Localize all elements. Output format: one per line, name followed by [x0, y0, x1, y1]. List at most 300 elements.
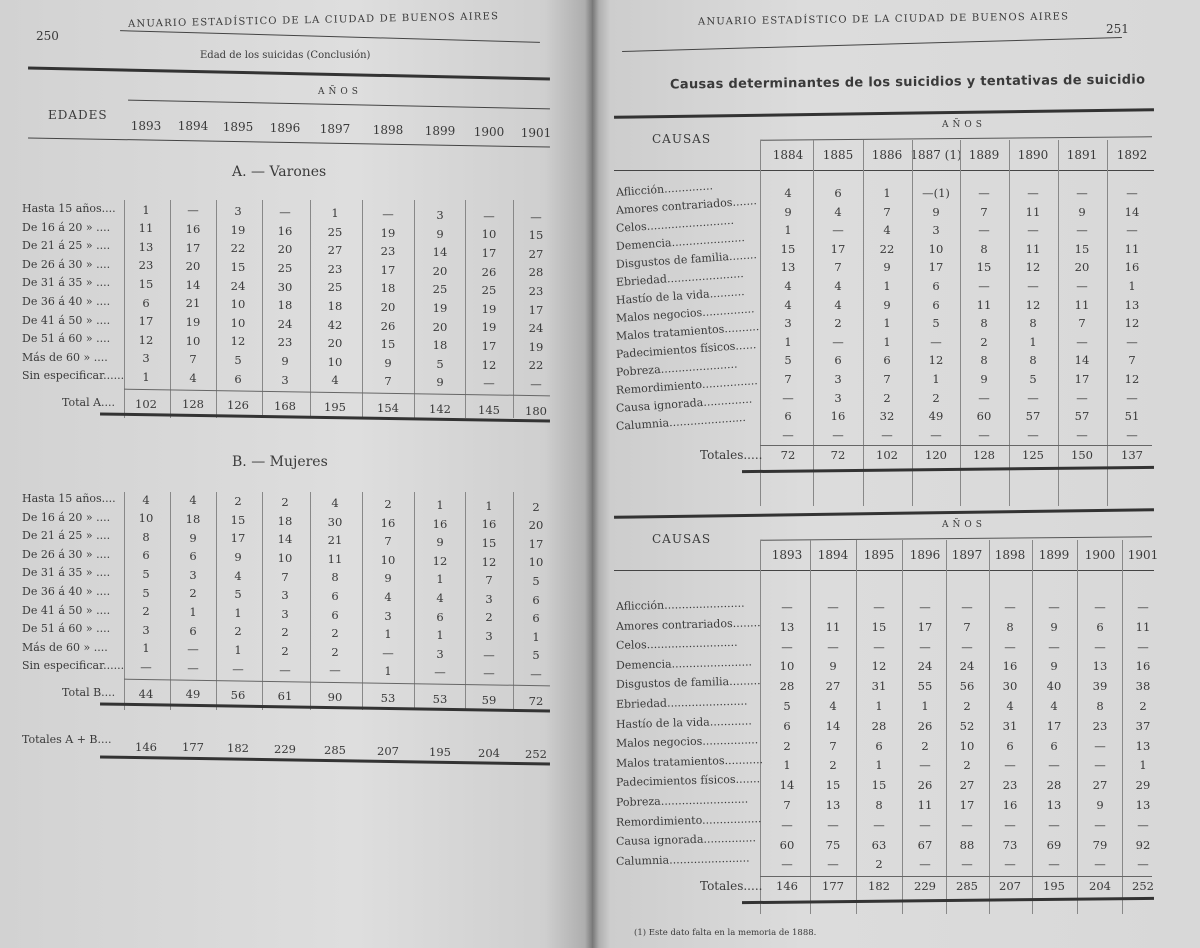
year-header: 1884 — [772, 148, 804, 162]
table-cell: 18 — [380, 281, 396, 296]
table-cell: 1 — [1128, 279, 1136, 293]
year-header: 1899 — [424, 123, 456, 138]
table-cell: — — [1004, 758, 1016, 773]
table-cell: 4 — [384, 589, 392, 604]
table-cell: 1 — [883, 334, 891, 349]
row-label: Más de 60 » .... — [22, 350, 108, 364]
table-cell: — — [832, 223, 844, 238]
row-label: Aflicción.............. — [615, 179, 714, 199]
table-cell: 9 — [189, 530, 197, 545]
table-cell: 10 — [959, 738, 975, 753]
table-cell: — — [781, 639, 793, 654]
table-cell: 15 — [230, 260, 246, 275]
table-cell: — — [1126, 427, 1138, 442]
year-header: 1901 — [1127, 548, 1159, 562]
years-group-header: AÑOS — [942, 520, 986, 530]
table-cell: 28 — [779, 679, 795, 694]
column-separator — [124, 200, 125, 418]
table-cell: 15 — [230, 512, 246, 527]
total-cell: 182 — [868, 879, 890, 894]
table-cell: 1 — [234, 605, 242, 620]
table-cell: — — [1076, 186, 1088, 200]
table-cell: — — [434, 665, 446, 680]
table-cell: 23 — [327, 261, 343, 276]
row-label: Calumnia....................... — [615, 851, 750, 868]
table-cell: 12 — [1124, 316, 1140, 331]
table-cell: 2 — [921, 738, 929, 753]
table-cell: 13 — [825, 798, 841, 812]
table-cell: — — [919, 857, 931, 872]
table-cell: — — [1137, 857, 1149, 872]
table-cell: 27 — [327, 243, 343, 258]
table-cell: — — [1076, 223, 1088, 238]
table-cell: 13 — [1092, 659, 1108, 674]
grand-total-cell: 207 — [377, 743, 399, 758]
column-separator — [262, 200, 263, 418]
table-cell: — — [1076, 427, 1088, 442]
table-cell: 9 — [1050, 619, 1058, 634]
table-cell: — — [140, 660, 152, 675]
table-cell: 56 — [959, 679, 975, 694]
table-cell: 1 — [883, 186, 891, 200]
table-cell: 15 — [871, 619, 887, 634]
table-cell: 3 — [189, 567, 197, 582]
table-cell: 4 — [834, 279, 842, 293]
table-cell: — — [1126, 334, 1138, 349]
total-cell: 252 — [1132, 879, 1154, 894]
table-cell: — — [483, 666, 495, 681]
table-cell: 6 — [189, 549, 197, 564]
year-header: 1890 — [1017, 148, 1049, 162]
table-cell: — — [919, 817, 931, 832]
table-cell: 11 — [917, 798, 933, 812]
row-label: Causa ignorada............... — [615, 831, 757, 849]
total-cell: 195 — [324, 400, 346, 415]
table-cell: 69 — [1046, 837, 1062, 852]
table-cell: 8 — [980, 316, 988, 331]
table-cell: 1 — [783, 758, 791, 773]
table-cell: 5 — [932, 316, 940, 331]
table-cell: 8 — [1006, 619, 1014, 634]
table-cell: 13 — [1046, 798, 1062, 812]
table-cell: 15 — [528, 228, 544, 243]
table-cell: 1 — [784, 334, 792, 349]
table-cell: 17 — [528, 302, 544, 317]
table-cell: 1 — [883, 316, 891, 331]
table-cell: 6 — [875, 738, 883, 753]
table-cell: 15 — [825, 778, 841, 793]
table-cell: 31 — [871, 679, 887, 694]
table-cell: 16 — [830, 409, 846, 424]
table-cell: 20 — [380, 299, 396, 314]
year-header: 1895 — [222, 120, 254, 135]
grand-total-cell: 252 — [525, 746, 547, 761]
table-cell: 16 — [185, 222, 201, 237]
table-cell: 3 — [834, 390, 842, 405]
table-cell: 1 — [875, 758, 883, 773]
table-cell: 11 — [1025, 204, 1041, 219]
table-cell: — — [1004, 857, 1016, 872]
table-cell: 3 — [384, 608, 392, 623]
table-cell: 23 — [277, 335, 293, 350]
total-cell: 150 — [1071, 448, 1093, 463]
total-cell: 102 — [135, 396, 157, 411]
table-cell: 14 — [432, 245, 448, 260]
section-heading: A. — Varones — [232, 164, 327, 180]
year-header: 1887 (1) — [910, 148, 962, 162]
column-separator — [760, 540, 761, 914]
table-cell: 3 — [281, 588, 289, 603]
row-label: Malos negocios............... — [615, 302, 755, 325]
table-cell: 5 — [783, 699, 791, 713]
row-label: Remordimiento................. — [615, 811, 762, 829]
table-cell: 4 — [142, 492, 150, 507]
year-header: 1898 — [372, 122, 404, 137]
total-cell: 229 — [914, 879, 936, 894]
table-top-rule — [614, 508, 1154, 519]
table-cell: 9 — [932, 204, 940, 219]
table-cell: 7 — [980, 204, 988, 219]
table-top-rule — [614, 108, 1154, 119]
table-cell: 1 — [142, 641, 150, 656]
column-separator — [1122, 540, 1123, 914]
table-cell: — — [832, 427, 844, 442]
table-cell: 16 — [1002, 659, 1018, 674]
column-separator — [1107, 140, 1108, 506]
row-label: Amores contrariados....... — [615, 194, 758, 217]
header-rule — [120, 30, 540, 43]
table-cell: — — [827, 600, 839, 614]
grand-total-cell: 146 — [135, 739, 157, 754]
table-cell: — — [832, 334, 844, 349]
year-header: 1885 — [822, 148, 854, 162]
table-cell: — — [1004, 639, 1016, 654]
column-separator — [362, 492, 363, 710]
table-title: Edad de los suicidas (Conclusión) — [200, 50, 371, 61]
table-cell: 10 — [185, 333, 201, 348]
table-cell: 2 — [963, 758, 971, 773]
table-cell: — — [279, 205, 291, 220]
table-cell: 5 — [1029, 372, 1037, 386]
table-cell: 55 — [917, 679, 933, 694]
table-cell: 7 — [783, 798, 791, 812]
left-page — [0, 0, 592, 948]
table-cell: 4 — [234, 568, 242, 583]
table-cell: 24 — [959, 659, 975, 674]
table-cell: 2 — [234, 494, 242, 509]
table-cell: 14 — [185, 277, 201, 292]
table-cell: — — [1027, 223, 1039, 238]
table-cell: 9 — [883, 260, 891, 275]
causas-header: CAUSAS — [652, 532, 712, 546]
table-cell: 16 — [1135, 659, 1151, 674]
year-header: 1897 — [951, 548, 983, 562]
table-cell: 11 — [976, 297, 992, 312]
column-separator — [262, 492, 263, 710]
table-cell: 9 — [784, 204, 792, 219]
year-header: 1894 — [177, 119, 209, 134]
table-cell: 23 — [1002, 778, 1018, 793]
section-title: Causas determinantes de los suicidios y tentativas de suicidio — [669, 72, 1146, 93]
table-cell: 6 — [142, 295, 150, 310]
row-label: Sin especificar...... — [22, 369, 125, 383]
table-cell: 17 — [138, 314, 154, 329]
year-header: 1892 — [1116, 148, 1148, 162]
row-label: Celos......................... — [615, 213, 735, 235]
table-cell: 17 — [380, 262, 396, 277]
row-label: Malos tratamientos........... — [615, 752, 764, 770]
table-cell: 25 — [277, 260, 293, 275]
table-cell: 9 — [436, 226, 444, 241]
table-cell: 1 — [932, 372, 940, 386]
column-separator — [170, 492, 171, 710]
page-number: 250 — [36, 29, 59, 43]
row-label: Aflicción....................... — [615, 596, 745, 613]
table-cell: 28 — [528, 265, 544, 280]
year-header: 1893 — [771, 548, 803, 562]
table-cell: 57 — [1074, 409, 1090, 424]
table-cell: 19 — [528, 339, 544, 354]
table-cell: 9 — [829, 659, 837, 674]
table-cell: 26 — [481, 264, 497, 279]
table-cell: 6 — [1096, 619, 1104, 634]
row-label: Disgustos de familia........ — [615, 248, 758, 271]
table-cell: — — [1076, 334, 1088, 349]
header-bottom-rule — [614, 570, 1154, 571]
table-cell: 4 — [834, 204, 842, 219]
table-cell: 4 — [189, 493, 197, 508]
row-label: Malos tratamientos.......... — [615, 320, 760, 343]
table-cell: 2 — [331, 644, 339, 659]
table-cell: 21 — [327, 533, 343, 548]
column-separator — [124, 492, 125, 710]
table-cell: — — [1048, 817, 1060, 832]
table-cell: 9 — [436, 535, 444, 550]
table-top-rule — [28, 67, 550, 81]
table-cell: 22 — [528, 358, 544, 373]
table-cell: 17 — [481, 339, 497, 353]
table-cell: 18 — [327, 299, 343, 314]
column-separator — [856, 540, 857, 914]
table-cell: — — [873, 817, 885, 832]
table-cell: — — [187, 203, 199, 218]
table-cell: 63 — [871, 837, 887, 852]
table-cell: 25 — [432, 282, 448, 297]
table-cell: 26 — [917, 778, 933, 793]
table-cell: 39 — [1092, 679, 1108, 694]
table-cell: — — [187, 642, 199, 657]
table-cell: 12 — [871, 659, 887, 674]
book-gutter — [585, 0, 599, 948]
table-cell: 25 — [327, 280, 343, 295]
table-cell: 6 — [532, 611, 540, 626]
table-cell: 24 — [277, 316, 293, 331]
table-cell: 10 — [928, 241, 944, 256]
table-cell: 5 — [142, 585, 150, 600]
row-label: Demencia....................... — [615, 655, 753, 672]
total-cell: 49 — [185, 687, 201, 702]
table-cell: 8 — [980, 241, 988, 256]
table-cell: 7 — [963, 619, 971, 634]
table-cell: 2 — [281, 495, 289, 510]
column-separator — [960, 140, 961, 506]
table-cell: 8 — [1029, 316, 1037, 331]
total-cell: 204 — [1089, 879, 1111, 894]
total-cell: 207 — [999, 879, 1021, 894]
table-cell: 24 — [230, 278, 246, 293]
year-header: 1897 — [319, 122, 351, 137]
grand-total-cell: 229 — [274, 742, 296, 757]
table-cell: 6 — [932, 297, 940, 312]
row-label: De 31 á 35 » .... — [22, 566, 111, 580]
table-cell: —(1) — [922, 186, 950, 200]
table-cell: 10 — [380, 552, 396, 567]
table-cell: 1 — [875, 699, 883, 713]
column-separator — [902, 540, 903, 914]
table-cell: 23 — [528, 284, 544, 299]
table-cell: 15 — [871, 778, 887, 793]
table-cell: 7 — [829, 738, 837, 753]
table-cell: 4 — [784, 186, 792, 200]
year-header: 1901 — [520, 125, 552, 140]
total-label: Totales..... — [700, 448, 763, 463]
table-cell: 11 — [1025, 241, 1041, 256]
table-cell: 12 — [481, 554, 497, 569]
total-cell: 137 — [1121, 448, 1143, 463]
total-rule — [742, 897, 1154, 904]
table-cell: 75 — [825, 837, 841, 852]
year-header: 1889 — [968, 148, 1000, 162]
table-cell: 23 — [1092, 718, 1108, 733]
row-label: Calumnia...................... — [615, 410, 747, 433]
table-cell: 5 — [784, 353, 792, 368]
table-cell: — — [1137, 600, 1149, 614]
grand-total-cell: 177 — [182, 740, 204, 755]
row-label: Demencia..................... — [615, 231, 746, 253]
table-cell: 7 — [189, 352, 197, 367]
total-cell: 126 — [227, 398, 249, 413]
total-cell: 120 — [925, 448, 947, 463]
table-cell: — — [1094, 758, 1106, 773]
table-cell: 3 — [784, 316, 792, 331]
table-cell: 52 — [959, 718, 975, 733]
table-cell: 9 — [1050, 659, 1058, 674]
table-cell: 60 — [779, 837, 795, 852]
table-cell: 8 — [1096, 699, 1104, 713]
table-cell: 1 — [142, 202, 150, 217]
table-cell: 51 — [1124, 409, 1140, 424]
table-cell: 19 — [230, 222, 246, 237]
table-cell: 2 — [331, 626, 339, 641]
column-separator — [1009, 140, 1010, 506]
years-group-header: AÑOS — [318, 87, 362, 97]
table-cell: — — [382, 206, 394, 221]
table-cell: — — [329, 663, 341, 678]
row-label: Pobreza......................... — [615, 792, 749, 809]
table-cell: 4 — [331, 496, 339, 511]
table-cell: 8 — [1029, 353, 1037, 368]
subtotal-rule — [760, 445, 1152, 446]
year-header: 1886 — [871, 148, 903, 162]
year-header: 1891 — [1066, 148, 1098, 162]
table-cell: 3 — [834, 372, 842, 386]
table-cell: 2 — [1139, 699, 1147, 713]
table-cell: 27 — [825, 679, 841, 694]
column-separator — [465, 492, 466, 710]
table-cell: 1 — [784, 223, 792, 238]
row-label: Sin especificar...... — [22, 659, 125, 673]
table-cell: 4 — [784, 297, 792, 312]
total-cell: 72 — [780, 448, 796, 463]
table-cell: 27 — [528, 246, 544, 261]
table-cell: — — [961, 600, 973, 614]
table-cell: 19 — [481, 320, 497, 335]
table-cell: 16 — [1124, 260, 1140, 275]
column-separator — [310, 492, 311, 710]
table-cell: 16 — [380, 515, 396, 530]
table-cell: 79 — [1092, 837, 1108, 852]
table-cell: 2 — [142, 604, 150, 619]
table-cell: 32 — [879, 409, 895, 424]
total-cell: 285 — [956, 879, 978, 894]
table-cell: 20 — [432, 263, 448, 278]
table-cell: 3 — [436, 207, 444, 222]
row-label: De 21 á 25 » .... — [22, 529, 111, 543]
table-cell: 31 — [1002, 718, 1018, 733]
table-cell: 5 — [532, 574, 540, 589]
table-cell: 14 — [277, 532, 293, 547]
row-label: Causa ignorada.............. — [615, 392, 753, 415]
table-cell: 12 — [1025, 260, 1041, 275]
table-cell: 49 — [928, 409, 944, 424]
header-bottom-rule — [614, 170, 1154, 171]
column-separator — [362, 200, 363, 418]
table-cell: 8 — [331, 570, 339, 585]
table-cell: 2 — [485, 610, 493, 625]
total-cell: 146 — [776, 879, 798, 894]
table-cell: 20 — [1074, 260, 1090, 275]
row-label: Hastío de la vida............ — [615, 714, 752, 731]
subtotal-rule — [760, 876, 1152, 877]
table-cell: 5 — [532, 648, 540, 663]
table-cell: 3 — [142, 622, 150, 637]
table-cell: 18 — [277, 513, 293, 528]
table-cell: — — [483, 376, 495, 391]
total-rule — [742, 466, 1154, 473]
table-cell: 6 — [142, 548, 150, 563]
table-cell: — — [1048, 600, 1060, 614]
table-cell: 7 — [1128, 353, 1136, 368]
years-rule — [128, 100, 550, 110]
table-cell: 1 — [921, 699, 929, 713]
row-label: De 21 á 25 » .... — [22, 239, 111, 253]
table-cell: — — [1126, 390, 1138, 405]
table-cell: 13 — [1124, 297, 1140, 312]
table-cell: 20 — [185, 259, 201, 274]
table-cell: 2 — [384, 496, 392, 511]
table-cell: 15 — [976, 260, 992, 275]
table-cell: 6 — [331, 589, 339, 604]
table-cell: 10 — [277, 550, 293, 565]
table-cell: — — [781, 857, 793, 872]
table-cell: 2 — [883, 390, 891, 405]
table-cell: — — [1027, 186, 1039, 200]
table-cell: 1 — [234, 643, 242, 658]
total-cell: 195 — [1043, 879, 1065, 894]
running-header: ANUARIO ESTADÍSTICO DE LA CIUDAD DE BUENOS AIRES — [127, 11, 500, 30]
table-cell: 18 — [185, 512, 201, 527]
table-cell: 3 — [485, 629, 493, 643]
